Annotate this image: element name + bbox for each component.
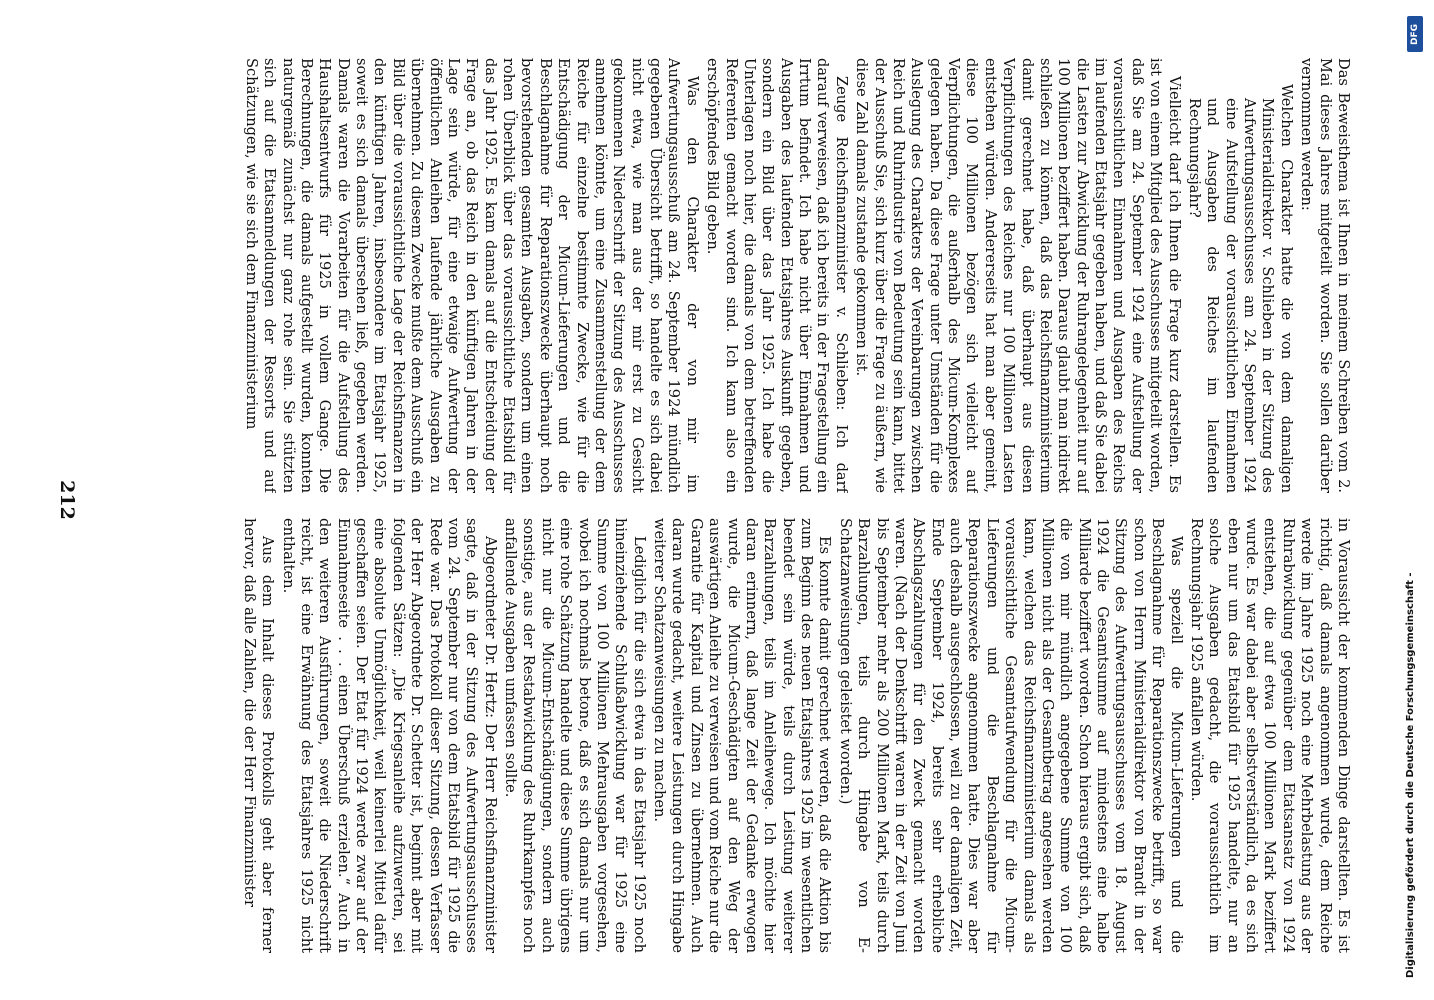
deputy-statement: Abgeordneter Dr. Hertz: Der Herr Reichsfinanzminister sagte, daß in der Sitzung des Aufwertungsausschusses vom 24. September nur von dem Etatsbild für 1925 die Rede war. Das Protokoll dieser Sitzung, dessen Verfasser der Herr Abgeordnete Dr. Schetter ist, beginnt aber mit folgenden Sätzen: „Die Kriegsanleihe aufzuwerten, sei eine absolute Unmöglichkeit, weil keinerlei Mittel dafür geschaffen seien. Der Etat für 1924 werde zwar auf der Einnahmeseite . . . einen Überschuß erzielen.“ Auch in den weiteren Ausführungen, soweit die Niederschrift reicht, ist eine Erwähnung des Etatsjahres 1925 nicht enthalten. xyxy=(279,518,499,953)
page-number: 212 xyxy=(56,480,78,520)
quoted-question: Welchen Charakter hatte die von dem damaligen Ministerialdirektor v. Schlieben in der Sitzung des Aufwertungsausschusses am 24. September 1924 eine Aufstellung der voraussichtlichen Einnahmen und Ausgaben des Reiches im laufenden Rechnungsjahr? xyxy=(1186,84,1295,493)
paragraph: Aus dem Inhalt dieses Protokolls geht aber ferner hervor, daß alle Zahlen, die der Herr Finanzminister xyxy=(240,518,277,953)
paragraph: Es konnte damit gerechnet werden, daß die Aktion bis zum Beginn des neuen Etatsjahres 1925 im wesentlichen beendet sein würde, teils durch Leistung weiterer Barzahlungen, teils im Anleihewege. Ich möchte hier daran erinnern, daß lange Zeit der Gedanke erwogen wurde, die Micum-Geschädigten auf den Weg der auswärtigen Anleihe zu verweisen und vom Reiche nur die Garantie für Kapital und Zinsen zu übernehmen. Auch daran wurde gedacht, weitere Leistungen durch Hingabe weiterer Schatzanweisungen zu machen. xyxy=(651,518,834,953)
digitization-credit xyxy=(1405,8,1427,994)
paragraph: in Voraussicht der kommenden Dinge darstellten. Es ist richtig, daß damals angenommen wurde, dem Reiche werde im Jahre 1925 noch eine Mehrbelastung aus der Ruhrabwicklung gegenüber dem Etatsansatz von 1924 entstehen, die auf etwa 100 Millionen Mark beziffert wurde. Es war dabei aber selbstverständlich, da es sich eben nur um das Etatsbild für 1925 handelte, nur an solche Ausgaben gedacht, die voraussichtlich im Rechnungsjahr 1925 anfallen würden. xyxy=(1188,518,1352,953)
dfg-logo-icon: DFG xyxy=(1407,16,1423,52)
paragraph: Was den Charakter der von mir im Aufwertungsausschuß am 24. September 1924 mündlich gegebenen Übersicht betrifft, so handelte es sich dabei nicht etwa, wie man aus der mir erst zu Gesicht gekommenen Niederschrift der Sitzung des Ausschusses annehmen könnte, um eine Zusammenstellung der dem Reiche für einzelne bestimmte Zwecke, wie für die Entschädigung der Micum-Lieferungen und die Beschlagnahme für Reparationszwecke überhaupt noch bevorstehenden gesamten Ausgaben, sondern um einen rohen Überblick über das voraussichtliche Etatsbild für das Jahr 1925. Es kam damals auf die Entscheidung der Frage an, ob das Reich in den künftigen Jahren in der Lage sein würde, für eine etwaige Aufwertung der öffentlichen Anleihen laufende jährliche Ausgaben zu übernehmen. Zu diesem Zwecke mußte dem Ausschuß ein Bild über die voraussichtliche Lage der Reichsfinanzen in den künftigen Jahren, insbesondere im Etatsjahr 1925, soweit es sich damals übersehen ließ, gegeben werden. Damals waren die Vorarbeiten für die Aufstellung des Haushaltsentwurfs für 1925 in vollem Gange. Die Berechnungen, die damals aufgestellt wurden, konnten naturgemäß zunächst nur ganz rohe sein. Sie stützten sich auf die Etatsanmeldungen der Ressorts und auf Schätzungen, wie sie sich dem Finanzministerium xyxy=(242,58,701,493)
paragraph: Lediglich für die sich etwa in das Etatsjahr 1925 noch hineinziehende Schlußabwicklung war für 1925 eine Summe von 100 Millionen Mehrausgaben vorgesehen, wobei ich nochmals betone, daß es sich damals nur um eine rohe Schätzung handelte und diese Summe übrigens nicht nur die Micum-Entschädigungen, sondern auch sonstige, aus der Restabwicklung des Ruhrkampfes noch anfallende Ausgaben umfassen sollte. xyxy=(502,518,648,953)
left-column xyxy=(112,58,1352,493)
paragraph: Vielleicht darf ich Ihnen die Frage kurz darstellen. Es ist von einem Mitglied des Ausschusses mitgeteilt worden, daß Sie am 24. September 1924 eine Aufstellung der voraussichtlichen Einnahmen und Ausgaben des Reichs im laufenden Etatsjahr gegeben haben, und daß Sie dabei die Lasten zur Abwicklung der Ruhrangelegenheit nur auf 100 Millionen beziffert haben. Daraus glaubt man indirekt schließen zu können, daß das Reichsfinanzministerium damit gerechnet habe, daß überhaupt aus diesen Verpflichtungen des Reiches nur 100 Millionen Lasten entstehen würden. Andererseits hat man aber gemeint, diese 100 Millionen bezögen sich vielleicht auf Verpflichtungen, die außerhalb des Micum-Komplexes gelegen haben. Da diese Frage unter Umständen für die Auslegung des Charakters der Vereinbarungen zwischen Reich und Ruhrindustrie von Bedeutung sein kann, bittet der Ausschuß Sie, sich kurz über die Frage zu äußern, wie diese Zahl damals zustande gekommen ist. xyxy=(853,58,1183,493)
paragraph: Das Beweisthema ist Ihnen in meinem Schreiben vom 2. Mai dieses Jahres mitgeteilt worden. Sie sollen darüber vernommen werden: xyxy=(1298,58,1352,493)
credit-text: Digitalisierung gefördert durch die Deutsche Forschungsgemeinschaft - xyxy=(1405,572,1416,978)
document-page xyxy=(0,40,1380,960)
right-column xyxy=(112,518,1352,953)
witness-statement: Zeuge Reichsfinanzminister v. Schlieben: Ich darf darauf verweisen, daß ich bereits in der Fragestellung ein Irrtum befindet. Ich habe nicht über Einnahmen und Ausgaben des laufenden Etatsjahres Auskunft gegeben, sondern ein Bild über das Jahr 1925. Ich habe die Unterlagen noch hier, die damals von dem betreffenden Referenten gemacht worden sind. Ich kann also ein erschöpfendes Bild geben. xyxy=(704,58,850,493)
paragraph: Was speziell die Micum-Lieferungen und die Beschlagnahme für Reparationszwecke betrifft, so war schon von Herrn Ministerialdirektor von Brandt in der Sitzung des Aufwertungsausschusses vom 18. August 1924 die Gesamtsumme auf mindestens eine halbe Milliarde beziffert worden. Schon hieraus ergibt sich, daß die von mir mündlich angegebene Summe von 100 Millionen nicht als der Gesamtbetrag angesehen werden kann, welchen das Reichsfinanzministerium damals als voraussichtliche Gesamtaufwendung für die Micum-Lieferungen und die Beschlagnahme für Reparationszwecke angenommen hatte. Dies war aber auch deshalb ausgeschlossen, weil zu der damaligen Zeit, Ende September 1924, bereits sehr erhebliche Abschlagszahlungen für den Zweck gemacht worden waren. (Nach der Denkschrift waren in der Zeit von Juni bis September mehr als 200 Millionen Mark, teils durch Barzahlungen, teils durch Hingabe von E-Schatzanweisungen geleistet worden.) xyxy=(836,518,1185,953)
